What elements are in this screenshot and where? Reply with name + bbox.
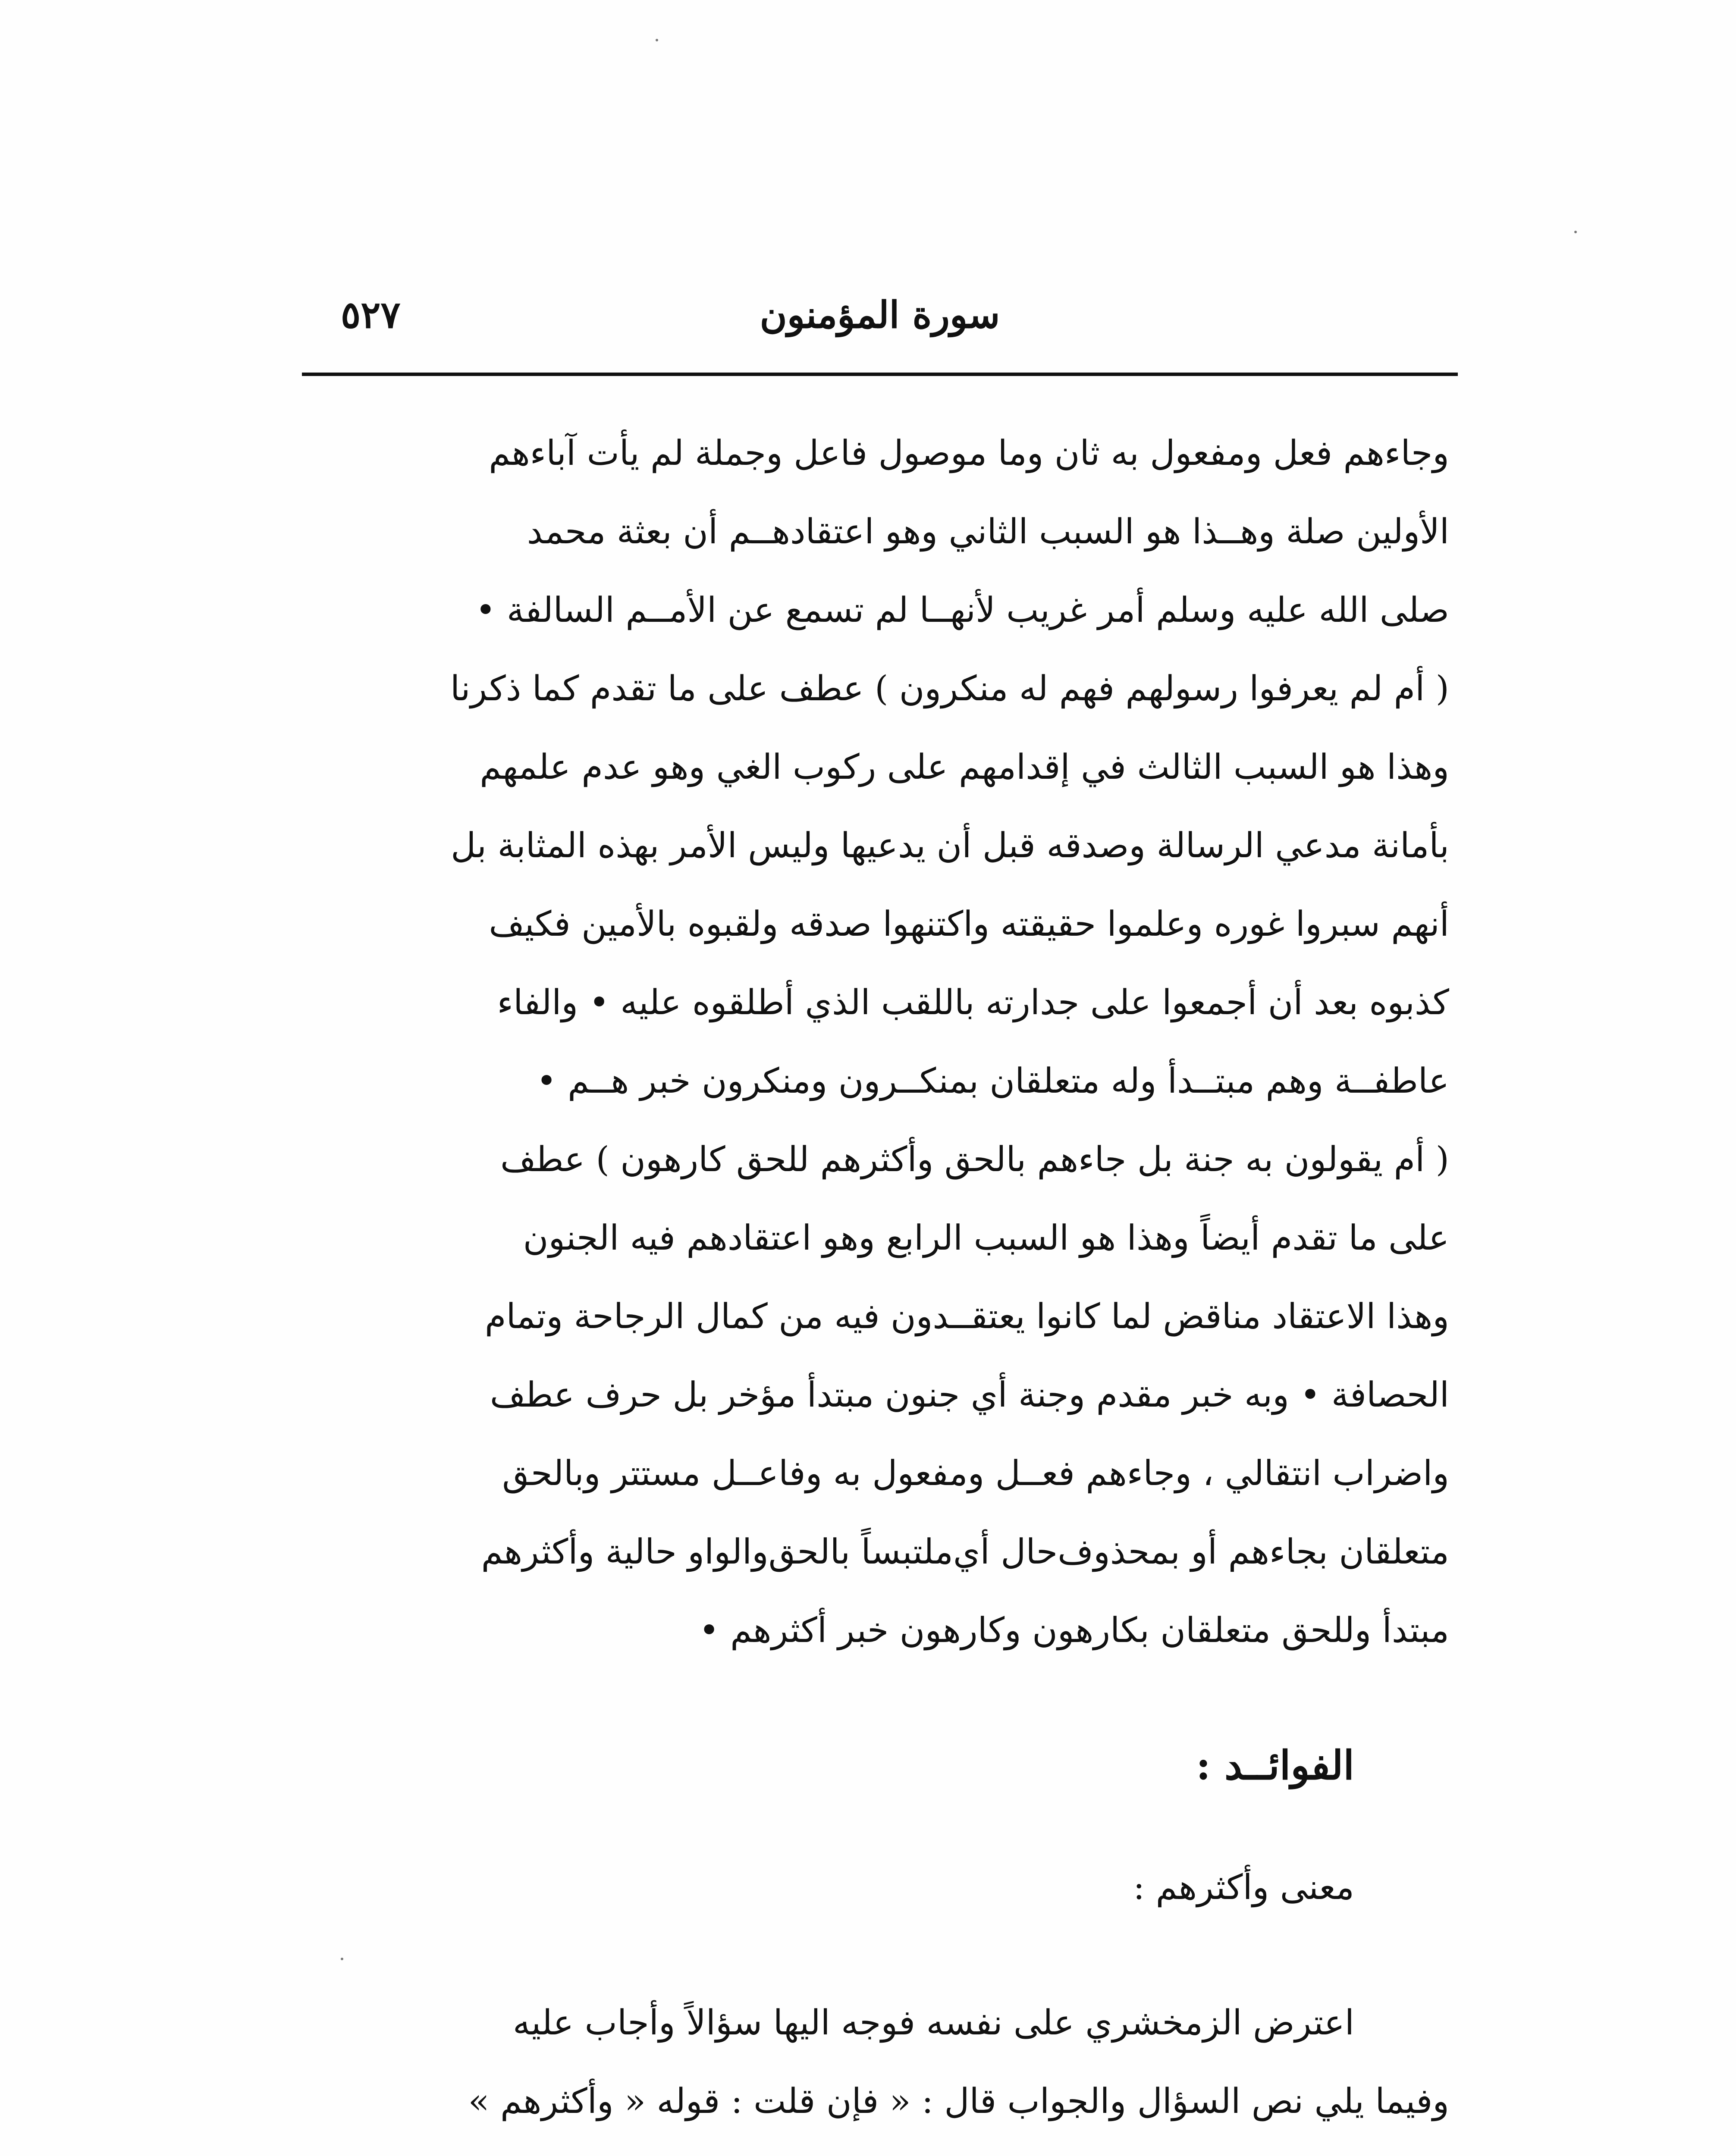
page-header <box>302 280 1458 354</box>
text-line: اعترض الزمخشري على نفسه فوجه اليها سؤالاً وأجاب عليه <box>512 2002 1354 2043</box>
text-line: أنهم سبروا غوره وعلموا حقيقته واكتنهوا صدقه ولقبوه بالأمين فكيف <box>489 904 1449 944</box>
sub-heading: معنى وأكثرهم : <box>1133 1867 1354 1907</box>
page-number: ٥٢٧ <box>341 293 401 337</box>
running-title: سورة المؤمنون <box>760 293 1000 337</box>
text-line: وفيما يلي نص السؤال والجواب قال : « فإن قلت : قوله « وأكثرهم » <box>468 2081 1449 2121</box>
text-line: وجاءهم فعل ومفعول به ثان وما موصول فاعل وجملة لم يأت آباءهم <box>489 433 1449 473</box>
text-line: بأمانة مدعي الرسالة وصدقه قبل أن يدعيها وليس الأمر بهذه المثابة بل <box>451 825 1449 865</box>
text-line: الحصافة • وبه خبر مقدم وجنة أي جنون مبتدأ مؤخر بل حرف عطف <box>490 1375 1449 1415</box>
text-line: على ما تقدم أيضاً وهذا هو السبب الرابع وهو اعتقادهم فيه الجنون <box>523 1218 1449 1258</box>
scan-speck <box>656 39 658 41</box>
text-line: وهذا الاعتقاد مناقض لما كانوا يعتقــدون فيه من كمال الرجاحة وتمام <box>485 1296 1449 1336</box>
text-line: وهذا هو السبب الثالث في إقدامهم على ركوب الغي وهو عدم علمهم <box>480 747 1449 787</box>
text-line: ( أم يقولون به جنة بل جاءهم بالحق وأكثرهم للحق كارهون ) عطف <box>500 1139 1449 1179</box>
text-line: واضراب انتقالي ، وجاءهم فعــل ومفعول به وفاعــل مستتر وبالحق <box>502 1453 1449 1493</box>
header-rule <box>302 373 1458 376</box>
text-line: الأولين صلة وهــذا هو السبب الثاني وهو اعتقادهــم أن بعثة محمد <box>527 511 1449 552</box>
commentary-paragraph <box>293 1984 1449 2156</box>
text-line <box>293 2140 1449 2156</box>
text-line: مبتدأ وللحق متعلقان بكارهون وكارهون خبر أكثرهم • <box>699 1610 1449 1650</box>
text-line: كذبوه بعد أن أجمعوا على جدارته باللقب الذي أطلقوه عليه • والفاء <box>497 982 1449 1022</box>
scan-speck <box>1574 231 1577 233</box>
text-line: ( أم لم يعرفوا رسولهم فهم له منكرون ) عطف على ما تقدم كما ذكرنا <box>450 668 1449 708</box>
scan-speck <box>341 1958 343 1960</box>
text-line: متعلقان بجاءهم أو بمحذوف‌حال أي‌ملتبساً بالحق‌والواو حالية وأكثرهم <box>481 1532 1449 1572</box>
main-paragraph <box>293 414 1449 1670</box>
section-heading: الفوائــد : <box>1196 1742 1354 1789</box>
text-line: صلى الله عليه وسلم أمر غريب لأنهــا لم تسمع عن الأمــم السالفة • <box>475 590 1449 630</box>
text-line: عاطفــة وهم مبتــدأ وله متعلقان بمنكــرون ومنكرون خبر هــم • <box>536 1061 1449 1101</box>
